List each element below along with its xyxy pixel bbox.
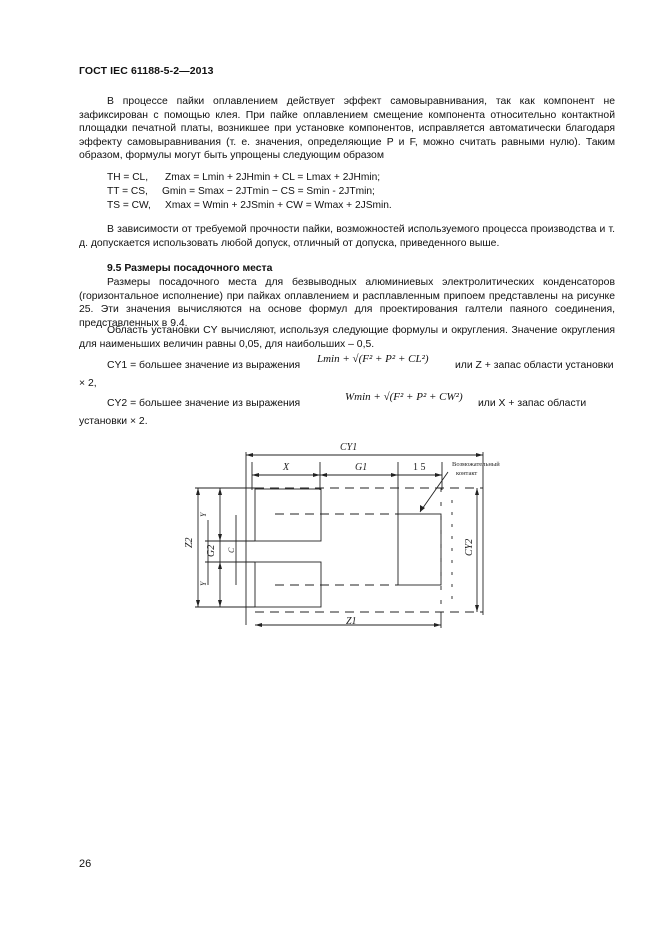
dim-z1-label: Z1: [346, 616, 357, 627]
dim-c-label: C: [227, 547, 236, 553]
cy1-tail: или Z + запас области установки: [455, 360, 614, 371]
cy1-tail2: × 2,: [79, 378, 97, 389]
document-header: ГОСТ IEC 61188-5-2—2013: [79, 65, 214, 77]
dim-z2-label: Z2: [184, 537, 195, 548]
paragraph-self-alignment: В процессе пайки оплавлением действует эффект самовыравнивания, так как компонент не зафиксирован с помощью клея. При пайке оплавлением смещение компонента относительно контактной площадки печатной платы, возникшее при установке компонентов, исправляется автоматически благодаря эффекту самовыравнивания (т. е. значения, определяющие P и F, можно считать равными нулю). Таким образом, формулы могут быть упрощены следующим образом: [79, 96, 615, 162]
paragraph-tolerance: В зависимости от требуемой прочности пайки, возможностей используемого процесса производства и т. д. допускается использовать любой допуск, отличный от допуска, приведенного выше.: [79, 224, 615, 249]
cy2-tail2: установки × 2.: [79, 416, 148, 427]
dim-cy2-label: CY2: [464, 538, 475, 556]
callout-line-1: Возможательный: [452, 461, 500, 468]
dim-g1-label: G1: [355, 462, 368, 473]
dim-cy1-label: CY1: [340, 442, 358, 453]
dim-15-label: 1 5: [413, 462, 426, 473]
paragraph-land-pattern: Размеры посадочного места для безвыводных алюминиевых электролитических конденсаторов (горизонтальное исполнение) при пайках оплавлением и расплавленным припоем представлены на рисунке 25. Эти значения вычисляются на основе формул для проектирования галтели паяного соединения, представленных в 9.4.: [79, 277, 615, 329]
formula-line-2: TT = CS, Gmin = Smax − 2JTmin − CS = Smin - 2JTmin;: [107, 186, 375, 197]
section-heading: 9.5 Размеры посадочного места: [107, 263, 273, 274]
cy1-formula: Lmin + √(F² + P² + CL²): [317, 353, 429, 365]
formula-line-1: TH = CL, Zmax = Lmin + 2JHmin + CL = Lmax + 2JHmin;: [107, 172, 381, 183]
cy1-lead: CY1 = большее значение из выражения: [107, 360, 301, 371]
cy2-lead: CY2 = большее значение из выражения: [107, 398, 301, 409]
dim-y-label-bottom: Y: [199, 581, 208, 586]
dim-x-label: X: [283, 462, 290, 473]
cy2-formula: Wmin + √(F² + P² + CW²): [345, 391, 463, 403]
paragraph-courtyard: Область установки CY вычисляют, используя следующие формулы и округления. Значение округления для наименьших величин равны 0,05, для наибольших – 0,5.: [79, 325, 615, 350]
dim-g2-label: G2: [206, 544, 217, 557]
cy2-tail: или X + запас области: [478, 398, 587, 409]
callout-line-2: контакт: [456, 470, 478, 477]
dim-y-label-top: Y: [199, 512, 208, 517]
formula-line-3: TS = CW, Xmax = Wmin + 2JSmin + CW = Wmax + 2JSmin.: [107, 200, 392, 211]
page-number: 26: [79, 858, 92, 870]
